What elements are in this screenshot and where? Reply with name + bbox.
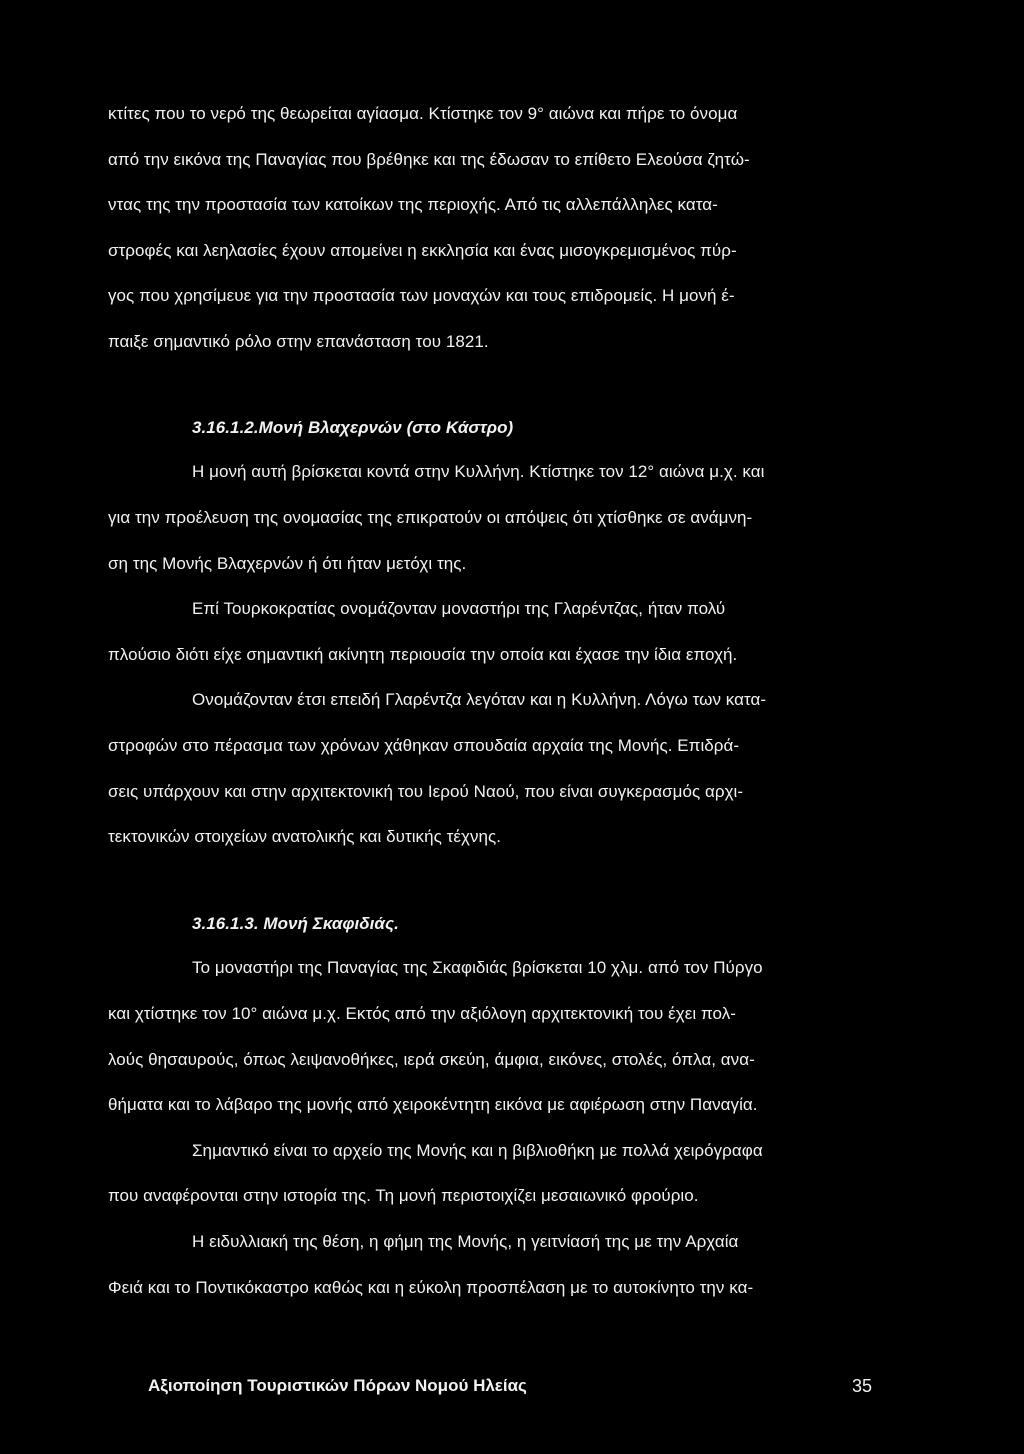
paragraph-line: που αναφέρονται στην ιστορία της. Τη μονή περιστοιχίζει μεσαιωνικό φρούριο. bbox=[108, 1186, 699, 1205]
intro-line: κτίτες που το νερό της θεωρείται αγίασμα. Κτίστηκε τον 9° αιώνα και πήρε το όνομα bbox=[108, 104, 738, 123]
page-number: 35 bbox=[852, 1376, 873, 1396]
paragraph-line: Σημαντικό είναι το αρχείο της Μονής και η βιβλιοθήκη με πολλά χειρόγραφα bbox=[192, 1141, 763, 1160]
paragraph-line: θήματα και το λάβαρο της μονής από χειροκέντητη εικόνα με αφιέρωση στην Παναγία. bbox=[108, 1095, 758, 1114]
paragraph-line: τεκτονικών στοιχείων ανατολικής και δυτικής τέχνης. bbox=[108, 827, 502, 846]
paragraph-line: Ονομάζονταν έτσι επειδή Γλαρέντζα λεγόταν και η Κυλλήνη. Λόγω των κατα- bbox=[192, 690, 767, 709]
paragraph-line: και χτίστηκε τον 10° αιώνα μ.χ. Εκτός από την αξιόλογη αρχιτεκτονική του έχει πολ- bbox=[108, 1004, 736, 1023]
section-heading-skafidias: 3.16.1.3. Μονή Σκαφιδιάς. bbox=[192, 914, 399, 933]
paragraph-line: Επί Τουρκοκρατίας ονομάζονταν μοναστήρι της Γλαρέντζας, ήταν πολύ bbox=[192, 599, 726, 618]
paragraph-line: σεις υπάρχουν και στην αρχιτεκτονική του Ιερού Ναού, που είναι συγκερασμός αρχι- bbox=[108, 782, 744, 801]
paragraph-line: πλούσιο διότι είχε σημαντική ακίνητη περιουσία την οποία και έχασε την ίδια εποχή. bbox=[108, 645, 738, 664]
intro-line: ντας της την προστασία των κατοίκων της περιοχής. Από τις αλλεπάλληλες κατα- bbox=[108, 195, 718, 214]
footer-title: Αξιοποίηση Τουριστικών Πόρων Νομού Ηλείας bbox=[148, 1376, 527, 1395]
intro-line: γος που χρησίμευε για την προστασία των μοναχών και τους επιδρομείς. Η μονή έ- bbox=[108, 286, 735, 305]
paragraph-line: λούς θησαυρούς, όπως λειψανοθήκες, ιερά σκεύη, άμφια, εικόνες, στολές, όπλα, ανα- bbox=[108, 1050, 755, 1069]
paragraph-line: ση της Μονής Βλαχερνών ή ότι ήταν μετόχι της. bbox=[108, 554, 467, 573]
intro-line: από την εικόνα της Παναγίας που βρέθηκε και της έδωσαν το επίθετο Ελεούσα ζητώ- bbox=[108, 150, 750, 169]
paragraph-line: στροφών στο πέρασμα των χρόνων χάθηκαν σπουδαία αρχαία της Μονής. Επιδρά- bbox=[108, 736, 740, 755]
intro-line: παιξε σημαντικό ρόλο στην επανάσταση του 1821. bbox=[108, 332, 489, 351]
intro-line: στροφές και λεηλασίες έχουν απομείνει η εκκλησία και ένας μισογκρεμισμένος πύρ- bbox=[108, 241, 737, 260]
paragraph-line: Η ειδυλλιακή της θέση, η φήμη της Μονής, η γειτνίασή της με την Αρχαία bbox=[192, 1232, 739, 1251]
paragraph-line: Η μονή αυτή βρίσκεται κοντά στην Κυλλήνη. Κτίστηκε τον 12° αιώνα μ.χ. και bbox=[192, 462, 765, 481]
section-heading-vlachernon: 3.16.1.2.Μονή Βλαχερνών (στο Κάστρο) bbox=[192, 418, 514, 437]
paragraph-line: για την προέλευση της ονομασίας της επικρατούν οι απόψεις ότι χτίσθηκε σε ανάμνη- bbox=[108, 508, 753, 527]
paragraph-line: Φειά και το Ποντικόκαστρο καθώς και η εύκολη προσπέλαση με το αυτοκίνητο την κα- bbox=[108, 1278, 754, 1297]
paragraph-line: Το μοναστήρι της Παναγίας της Σκαφιδιάς βρίσκεται 10 χλμ. από τον Πύργο bbox=[192, 958, 763, 977]
